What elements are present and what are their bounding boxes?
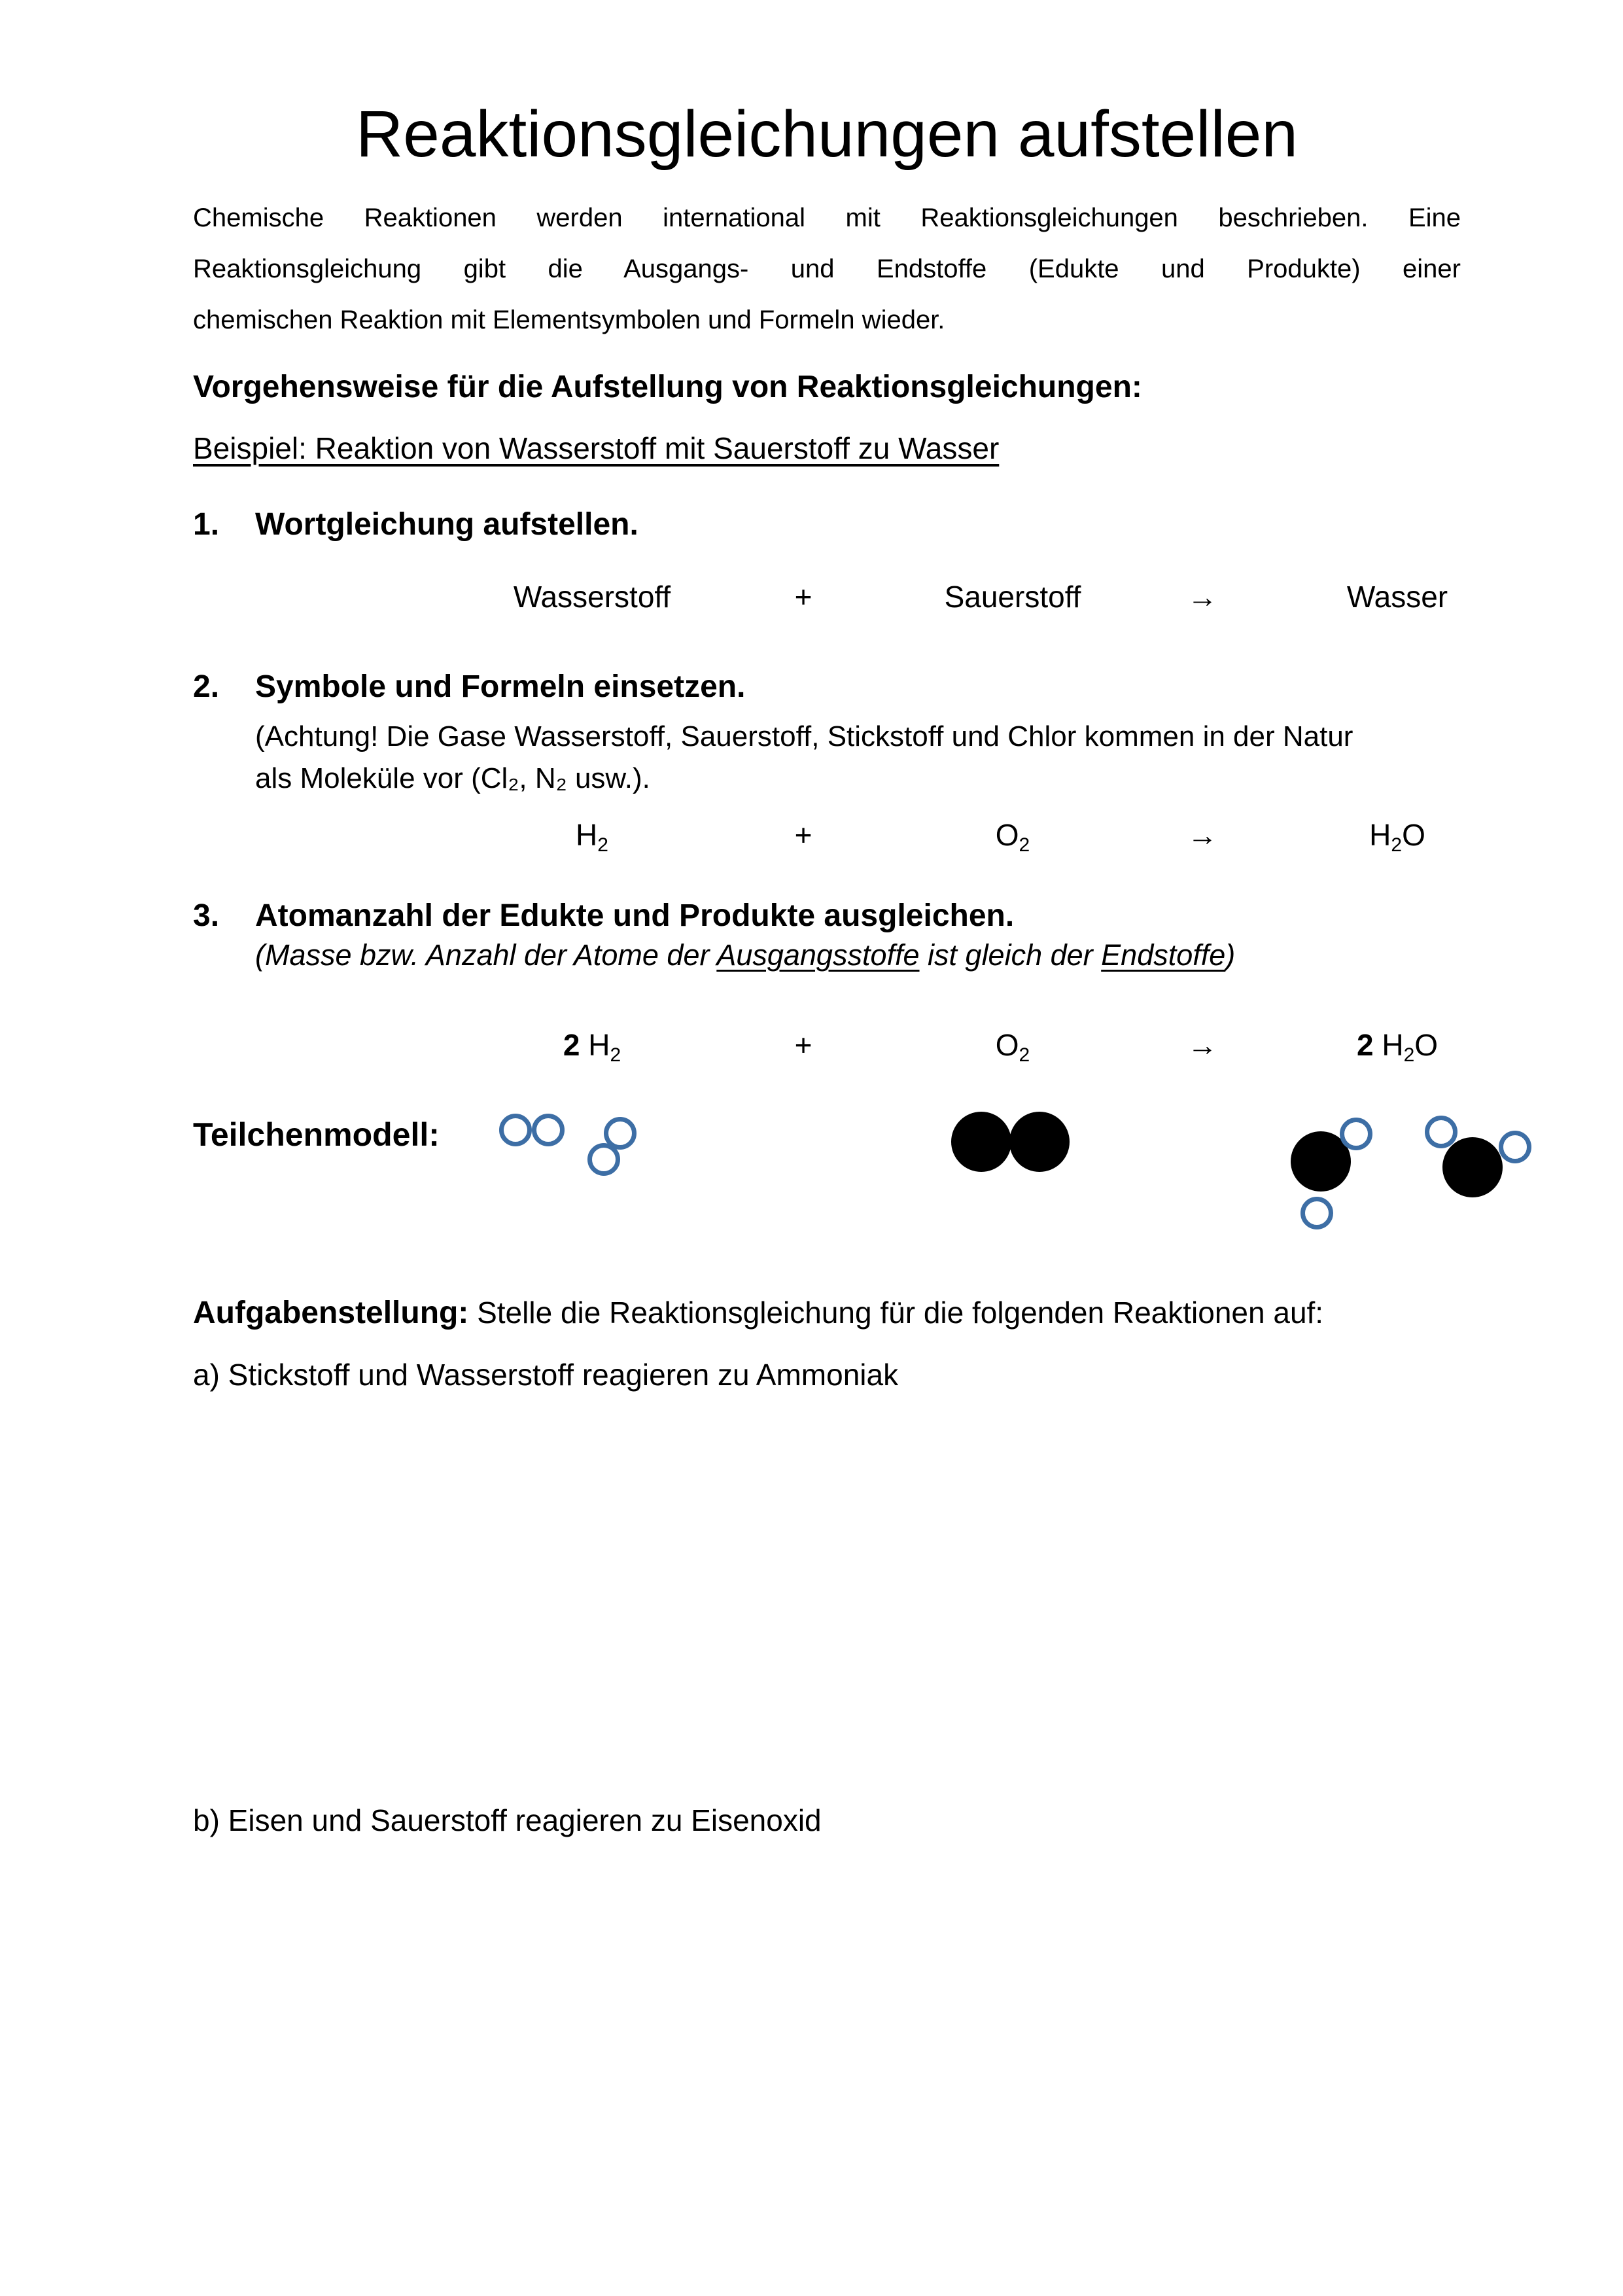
text-segment: O (995, 1028, 1019, 1062)
hydrogen-atom (1300, 1197, 1333, 1229)
task-text: Eisen und Sauerstoff reagieren zu Eisenoxid (219, 1803, 822, 1837)
step-title: Symbole und Formeln einsetzen. (255, 669, 746, 704)
step-number: 1. (193, 507, 220, 542)
oxygen-atom (951, 1112, 1011, 1172)
example-subheading: Beispiel: Reaktion von Wasserstoff mit Sauerstoff zu Wasser (193, 431, 1000, 465)
text-segment: Wasser (1346, 580, 1448, 614)
text-segment: 2 (1391, 834, 1403, 856)
particle-model-label: Teilchenmodell: (193, 1116, 440, 1153)
text-segment: + (794, 580, 812, 614)
page-title: Reaktionsgleichungen aufstellen (356, 97, 1298, 171)
text-segment: 2 (1356, 1028, 1382, 1062)
text-segment: 2 (1403, 1044, 1415, 1066)
text-segment: 2 (610, 1044, 621, 1066)
hydrogen-atom (1499, 1131, 1531, 1163)
text-segment: ) (1225, 938, 1236, 972)
text-segment: Endstoffe (1101, 938, 1226, 972)
text-segment: Wasserstoff (513, 580, 671, 614)
text-segment: O (1414, 1028, 1439, 1062)
text-segment: (Masse bzw. Anzahl der Atome der (255, 938, 717, 972)
tasks-heading-rest: Stelle die Reaktionsgleichung für die folgenden Reaktionen auf: (468, 1296, 1324, 1330)
intro-line: Reaktionsgleichung gibt die Ausgangs- und Endstoffe (Edukte und Produkte) einer (193, 255, 1461, 283)
tasks-heading-bold: Aufgabenstellung: (193, 1296, 469, 1330)
task-label: a) (193, 1358, 220, 1392)
step-number: 3. (193, 898, 220, 933)
procedure-heading: Vorgehensweise für die Aufstellung von Reaktionsgleichungen: (193, 370, 1142, 404)
text-segment: → (1187, 818, 1217, 852)
oxygen-atom (1442, 1137, 1503, 1197)
intro-line: Chemische Reaktionen werden international mit Reaktionsgleichungen beschrieben. Eine (193, 203, 1461, 232)
hydrogen-atom (1340, 1118, 1372, 1150)
note-line: (Achtung! Die Gase Wasserstoff, Sauerstoff, Stickstoff und Chlor kommen in der Natur (255, 720, 1353, 752)
task-item-b (193, 1803, 822, 1838)
step-number: 2. (193, 669, 220, 704)
task-label: b) (193, 1803, 220, 1837)
text-segment: 2 (563, 1028, 589, 1062)
text-segment: Sauerstoff (944, 580, 1081, 614)
text-segment: ist gleich der (919, 938, 1102, 972)
text-segment: 2 (597, 834, 608, 856)
note-line: als Moleküle vor (Cl₂, N₂ usw.). (255, 762, 650, 794)
hydrogen-atom (499, 1114, 532, 1146)
text-segment: + (794, 818, 812, 852)
text-segment: → (1187, 1028, 1217, 1062)
text-segment: O (1402, 818, 1425, 852)
text-segment: O (995, 818, 1019, 852)
hydrogen-atom (1425, 1116, 1457, 1148)
hydrogen-atom (532, 1114, 565, 1146)
text-segment: H (588, 1028, 610, 1062)
task-text: Stickstoff und Wasserstoff reagieren zu Ammoniak (219, 1358, 899, 1392)
text-segment: 2 (1019, 834, 1030, 856)
hydrogen-atom (587, 1143, 620, 1176)
text-segment: H (1369, 818, 1391, 852)
intro-line: chemischen Reaktion mit Elementsymbolen und Formeln wieder. (193, 306, 945, 334)
text-segment: + (794, 1028, 812, 1062)
text-segment: Ausgangsstoffe (716, 938, 920, 972)
step-title: Atomanzahl der Edukte und Produkte ausgleichen. (255, 898, 1015, 933)
task-item-a (193, 1357, 898, 1392)
text-segment: H (1382, 1028, 1404, 1062)
text-segment: 2 (1019, 1044, 1030, 1066)
oxygen-atom (1009, 1112, 1070, 1172)
step-title: Wortgleichung aufstellen. (255, 507, 638, 542)
text-segment: → (1187, 580, 1217, 614)
text-segment: H (576, 818, 598, 852)
tasks-heading (193, 1295, 1323, 1331)
